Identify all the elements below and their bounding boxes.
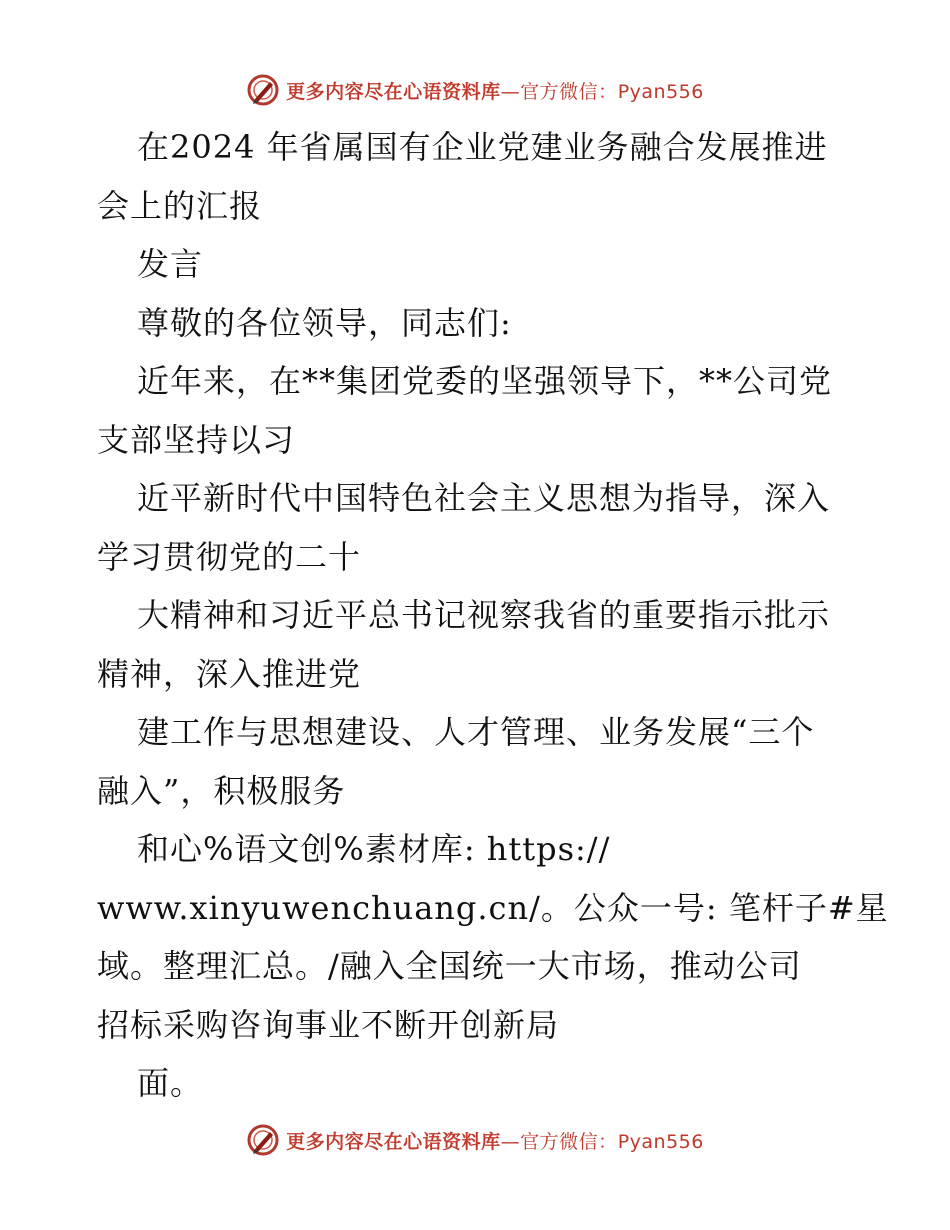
pen-circle-logo-icon <box>246 73 280 107</box>
doc-line: 发言 <box>137 245 204 283</box>
banner-wechat-id: Pyan556 <box>617 1130 704 1153</box>
doc-line: www.xinyuwenchuang.cn/。公众一号: 笔杆子#星 <box>97 888 889 927</box>
banner-wechat-label: 官方微信： <box>520 80 618 103</box>
doc-line: 大精神和习近平总书记视察我省的重要指示批示 <box>137 596 831 634</box>
banner-text <box>286 77 704 104</box>
doc-line: 和心%语文创%素材库: https:// <box>137 830 611 868</box>
pen-circle-logo-icon <box>246 1123 280 1157</box>
doc-line: 融入”，积极服务 <box>97 771 346 810</box>
doc-line: 招标采购咨询事业不断开创新局 <box>97 1005 560 1044</box>
footer-watermark-banner <box>0 1120 950 1160</box>
banner-brand-text: 更多内容尽在心语资料库 <box>286 1130 501 1153</box>
doc-line: 精神，深入推进党 <box>97 654 362 693</box>
doc-line: 面。 <box>137 1064 204 1102</box>
banner-wechat-label: 官方微信： <box>520 1130 618 1153</box>
doc-line: 支部坚持以习 <box>97 420 296 459</box>
banner-dash: — <box>500 80 521 103</box>
banner-wechat-id: Pyan556 <box>617 80 704 103</box>
doc-line: 近平新时代中国特色社会主义思想为指导，深入 <box>137 479 831 517</box>
doc-line: 学习贯彻党的二十 <box>97 537 362 576</box>
document-body <box>97 118 889 1113</box>
banner-dash: — <box>500 1130 521 1153</box>
banner-brand-text: 更多内容尽在心语资料库 <box>286 80 501 103</box>
doc-line: 近年来，在**集团党委的坚强领导下，**公司党 <box>137 362 833 400</box>
doc-line: 在2024 年省属国有企业党建业务融合发展推进 <box>137 128 828 166</box>
doc-line: 会上的汇报 <box>97 186 263 225</box>
banner-text <box>286 1127 704 1154</box>
header-watermark-banner <box>0 70 950 110</box>
doc-line: 尊敬的各位领导，同志们: <box>137 303 512 342</box>
doc-line: 域。整理汇总。/融入全国统一大市场，推动公司 <box>97 947 802 985</box>
doc-line: 建工作与思想建设、人才管理、业务发展“三个 <box>137 713 815 751</box>
